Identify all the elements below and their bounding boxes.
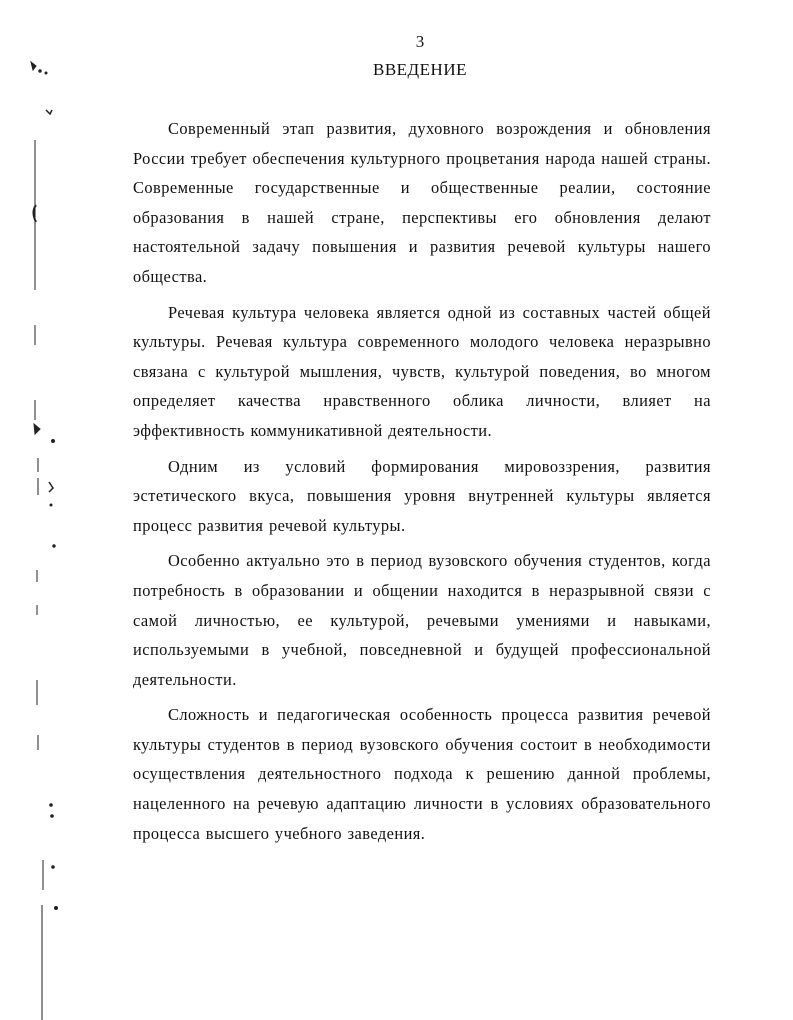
paragraph-5: Сложность и педагогическая особенность процесса развития речевой культуры студентов в период вузовского обучения состоит в необходимости осуществления деятельностного подхода к решению данной проблемы, нацеленного на речевую адаптацию личности в условиях образовательного процесса высшего учебного заведения.: [133, 705, 711, 843]
page-title: ВВЕДЕНИЕ: [373, 60, 467, 79]
paragraph-3: Одним из условий формирования мировоззрения, развития эстетического вкуса, повышения уровня внутренней культуры является процесс развития речевой культуры.: [133, 456, 711, 535]
paragraph-1: Современный этап развития, духовного возрождения и обновления России требует обеспечения культурного процветания народа нашей страны. Современные государственные и общественные реалии, состояние образования в нашей стране, перспективы его обновления делают настоятельной задачу повышения и развития речевой культуры нашего общества.: [133, 119, 711, 286]
document-body: [133, 114, 711, 854]
paragraph-4: Особенно актуально это в период вузовского обучения студентов, когда потребность в образовании и общении находится в неразрывной связи с самой личностью, ее культурой, речевыми умениями и навыками, используемыми в учебной, повседневной и будущей профессиональной деятельности.: [133, 551, 711, 689]
paragraph-2: Речевая культура человека является одной из составных частей общей культуры. Речевая культура современного молодого человека неразрывно связана с культурой мышления, чувств, культурой поведения, во многом определяет качества нравственного облика личности, влияет на эффективность коммуникативной деятельности.: [133, 302, 711, 440]
page-number: 3: [415, 32, 425, 51]
scan-artifacts: [0, 0, 80, 1020]
